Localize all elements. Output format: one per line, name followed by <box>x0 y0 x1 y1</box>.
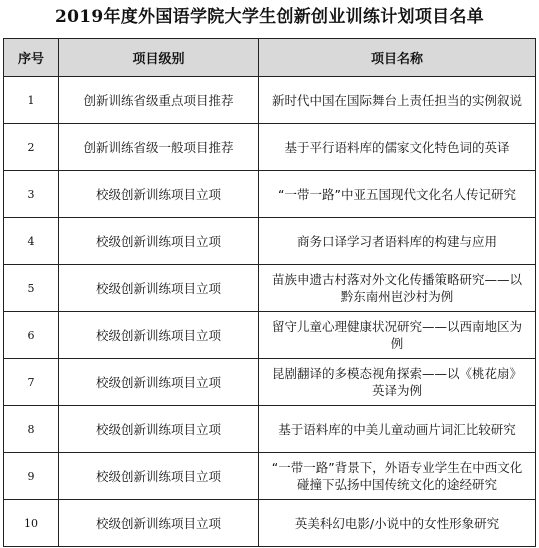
header-project-name: 项目名称 <box>259 39 536 77</box>
row-level: 创新训练省级重点项目推荐 <box>59 77 259 124</box>
row-number: 7 <box>4 359 59 406</box>
row-level: 校级创新训练项目立项 <box>59 406 259 453</box>
row-level: 校级创新训练项目立项 <box>59 218 259 265</box>
row-name: 新时代中国在国际舞台上责任担当的实例叙说 <box>259 77 536 124</box>
row-name: 苗族申遗古村落对外文化传播策略研究——以黔东南州岜沙村为例 <box>259 265 536 312</box>
table-row <box>4 312 536 359</box>
row-number: 10 <box>4 500 59 547</box>
row-number: 1 <box>4 77 59 124</box>
table-row <box>4 265 536 312</box>
table-row <box>4 171 536 218</box>
document-title: 2019年度外国语学院大学生创新创业训练计划项目名单 <box>54 7 485 27</box>
row-name: 昆剧翻译的多模态视角探索——以《桃花扇》英译为例 <box>259 359 536 406</box>
project-list-table <box>3 38 536 547</box>
row-number: 5 <box>4 265 59 312</box>
table-row <box>4 500 536 547</box>
table-header-row <box>4 39 536 77</box>
table-row <box>4 124 536 171</box>
table-row <box>4 406 536 453</box>
table-row <box>4 359 536 406</box>
row-level: 校级创新训练项目立项 <box>59 359 259 406</box>
row-number: 6 <box>4 312 59 359</box>
row-name: “一带一路”中亚五国现代文化名人传记研究 <box>259 171 536 218</box>
row-level: 校级创新训练项目立项 <box>59 312 259 359</box>
row-level: 校级创新训练项目立项 <box>59 453 259 500</box>
row-level: 校级创新训练项目立项 <box>59 500 259 547</box>
header-project-level: 项目级别 <box>59 39 259 77</box>
row-number: 9 <box>4 453 59 500</box>
row-level: 校级创新训练项目立项 <box>59 265 259 312</box>
header-serial-number: 序号 <box>4 39 59 77</box>
row-name: 基于平行语料库的儒家文化特色词的英译 <box>259 124 536 171</box>
table-row <box>4 218 536 265</box>
row-name: 留守儿童心理健康状况研究——以西南地区为例 <box>259 312 536 359</box>
table-row <box>4 77 536 124</box>
row-name: 商务口译学习者语料库的构建与应用 <box>259 218 536 265</box>
row-name: 英美科幻电影/小说中的女性形象研究 <box>259 500 536 547</box>
row-level: 创新训练省级一般项目推荐 <box>59 124 259 171</box>
row-number: 8 <box>4 406 59 453</box>
row-name: 基于语料库的中美儿童动画片词汇比较研究 <box>259 406 536 453</box>
row-number: 2 <box>4 124 59 171</box>
row-name: “一带一路”背景下，外语专业学生在中西文化碰撞下弘扬中国传统文化的途经研究 <box>259 453 536 500</box>
row-number: 4 <box>4 218 59 265</box>
row-number: 3 <box>4 171 59 218</box>
table-row <box>4 453 536 500</box>
row-level: 校级创新训练项目立项 <box>59 171 259 218</box>
